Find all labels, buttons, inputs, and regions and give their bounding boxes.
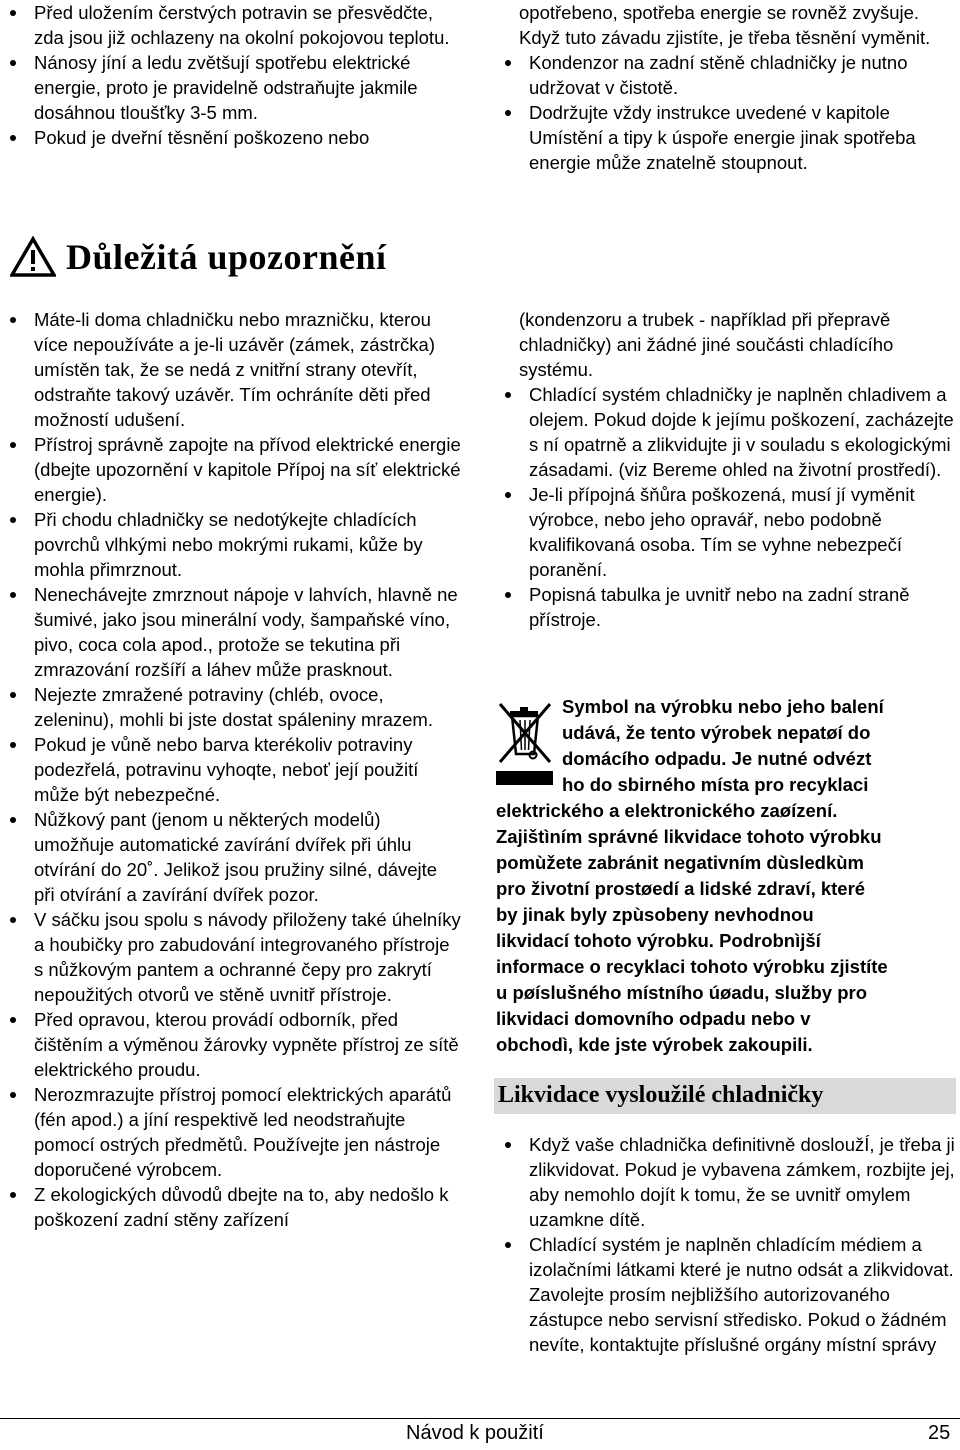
main-right-column bbox=[497, 307, 957, 632]
list-item: Přístroj správně zapojte na přívod elektrické energie (dbejte upozornění v kapitole Přípoj na síť elektrické energie). bbox=[2, 432, 462, 507]
important-heading-row bbox=[10, 232, 387, 282]
list-item: Z ekologických důvodů dbejte na to, aby nedošlo k poškození zadní stěny zařízení bbox=[2, 1182, 462, 1232]
list-item: Nenechávejte zmrznout nápoje v lahvích, hlavně ne šumivé, jako jsou minerální vody, šampaňské víno, pivo, coca cola apod., protože se tekutina při zmrazování rozšíří a láhev může prasknout. bbox=[2, 582, 462, 682]
list-item-continuation: opotřebeno, spotřeba energie se rovněž zvyšuje. Když tuto závadu zjistíte, je třeba těsnění vyměnit. bbox=[519, 2, 931, 48]
disposal-list bbox=[497, 1132, 957, 1357]
weee-line: pomùžete zabránit negativním dùsledkùm bbox=[496, 852, 865, 873]
top-left-column bbox=[2, 0, 457, 150]
page-title: Důležitá upozornění bbox=[66, 237, 387, 277]
top-right-column bbox=[497, 0, 952, 175]
footer-divider bbox=[0, 1418, 960, 1419]
top-left-list bbox=[2, 0, 457, 150]
list-item: Při chodu chladničky se nedotýkejte chladících povrchů vlhkými nebo mokrými rukami, kůže by mohla přimrznout. bbox=[2, 507, 462, 582]
list-item: Kondenzor na zadní stěně chladničky je nutno udržovat v čistotě. bbox=[497, 50, 952, 100]
crossed-out-wheelie-bin-icon bbox=[496, 702, 554, 769]
list-item: Chladící systém je naplněn chladícím médiem a izolačními látkami které je nutno odsát a zlikvidovat. Zavolejte prosím nejbližšího autorizovaného zástupce nebo servisní středisko. Pokud o žádném nevíte, kontaktujte příslušné orgány místní správy bbox=[497, 1232, 957, 1357]
weee-notice bbox=[496, 694, 958, 1058]
weee-line: u pøíslušného místního úøadu, služby pro bbox=[496, 982, 868, 1003]
list-item: Pokud je dveřní těsnění poškozeno nebo bbox=[2, 125, 457, 150]
weee-line: likvidaci domovního odpadu nebo v bbox=[496, 1008, 811, 1029]
disposal-column bbox=[497, 1132, 957, 1357]
list-item: Máte-li doma chladničku nebo mrazničku, kterou více nepoužíváte a je-li uzávěr (zámek, zástrčka) umístěn tak, že se nedá z vnitřní strany otevřít, odstraňte takový uzávěr. Tím ochráníte děti před možností udušení. bbox=[2, 307, 462, 432]
warnings-list bbox=[2, 307, 462, 1232]
section-title: Likvidace vysloužilé chladničky bbox=[498, 1082, 824, 1108]
list-item: Chladící systém chladničky je naplněn chladivem a olejem. Pokud dojde k jejímu poškození, zacházejte s ní opatrně a zlikvidujte ji v souladu s ekologickými zásadami. (viz Bereme ohled na životní prostředí). bbox=[497, 382, 957, 482]
list-item: Nerozmrazujte přístroj pomocí elektrických aparátů (fén apod.) a jíní respektivě led neodstraňujte pomocí ostrých předmětů. Používejte jen nástroje doporučené výrobcem. bbox=[2, 1082, 462, 1182]
top-right-list bbox=[497, 0, 952, 175]
list-item: Před opravou, kterou provádí odborník, před čištěním a výměnou žárovky vypněte přístroj ze sítě elektrického proudu. bbox=[2, 1007, 462, 1082]
warnings-list-right bbox=[497, 307, 957, 632]
main-left-column bbox=[2, 307, 462, 1232]
weee-line: udává, že tento výrobek nepatøí do bbox=[562, 722, 871, 743]
list-item: Nejezte zmražené potraviny (chléb, ovoce, zeleninu), mohli bi jste dostat spáleniny mrazem. bbox=[2, 682, 462, 732]
list-item: Je-li přípojná šňůra poškozená, musí jí vyměnit výrobce, nebo jeho opravář, nebo podobně kvalifikovaná osoba. Tím se vyhne nebezpečí poranění. bbox=[497, 482, 957, 582]
weee-bar-icon bbox=[496, 771, 553, 785]
footer-title: Návod k použití bbox=[406, 1422, 544, 1444]
list-item: Před uložením čerstvých potravin se přesvědčte, zda jsou již ochlazeny na okolní pokojovou teplotu. bbox=[2, 0, 457, 50]
list-item: Když vaše chladnička definitivně dosloužÍ, je třeba ji zlikvidovat. Pokud je vybavena zámkem, rozbijte jej, aby nemohlo dojít k tomu, že se uvnitř omylem uzamkne dítě. bbox=[497, 1132, 957, 1232]
page-number: 25 bbox=[928, 1422, 951, 1444]
list-item: Nánosy jíní a ledu zvětšují spotřebu elektrické energie, proto je pravidelně odstraňujte jakmile dosáhnou tloušťky 3-5 mm. bbox=[2, 50, 457, 125]
weee-line: likvidací tohoto výrobku. Podrobnìjší bbox=[496, 930, 821, 951]
list-item: V sáčku jsou spolu s návody přiloženy také úhelníky a houbičky pro zabudování integrovaného přístroje s nůžkovým pantem a ochranné čepy pro zakrytí nepoužitých otvorů ve stěně uvnitř přístroje. bbox=[2, 907, 462, 1007]
weee-line: domácího odpadu. Je nutné odvézt bbox=[562, 748, 872, 769]
weee-line: pro životní prostøedí a lidské zdraví, které bbox=[496, 878, 866, 899]
list-item: Nůžkový pant (jenom u některých modelů) umožňuje automatické zavírání dvířek při úhlu otvírání do 20˚. Jelikož jsou pružiny silné, dávejte při otvírání a zavírání dvířek pozor. bbox=[2, 807, 462, 907]
warning-triangle-icon bbox=[10, 236, 56, 278]
weee-line: informace o recyklaci tohoto výrobku zjistíte bbox=[496, 956, 888, 977]
weee-line: Zajištìním správné likvidace tohoto výrobku bbox=[496, 826, 882, 847]
list-item: Popisná tabulka je uvnitř nebo na zadní straně přístroje. bbox=[497, 582, 957, 632]
list-item: Dodržujte vždy instrukce uvedené v kapitole Umístění a tipy k úspoře energie jinak spotřeba energie může znatelně stoupnout. bbox=[497, 100, 952, 175]
weee-line: elektrického a elektronického zaøízení. bbox=[496, 800, 838, 821]
list-item: Pokud je vůně nebo barva kterékoliv potraviny podezřelá, potravinu vyhoqte, neboť její použití může být nebezpečné. bbox=[2, 732, 462, 807]
weee-line: ho do sbirného místa pro recyklaci bbox=[562, 774, 869, 795]
disposal-heading-box bbox=[494, 1078, 956, 1114]
weee-line: obchodì, kde jste výrobek zakoupili. bbox=[496, 1034, 813, 1055]
weee-text bbox=[496, 694, 958, 1058]
weee-line: by jinak byly zpùsobeny nevhodnou bbox=[496, 904, 814, 925]
weee-line: Symbol na výrobku nebo jeho balení bbox=[562, 696, 884, 717]
list-item-continuation: (kondenzoru a trubek - například při přepravě chladničky) ani žádné jiné součásti chladícího systému. bbox=[519, 309, 894, 380]
